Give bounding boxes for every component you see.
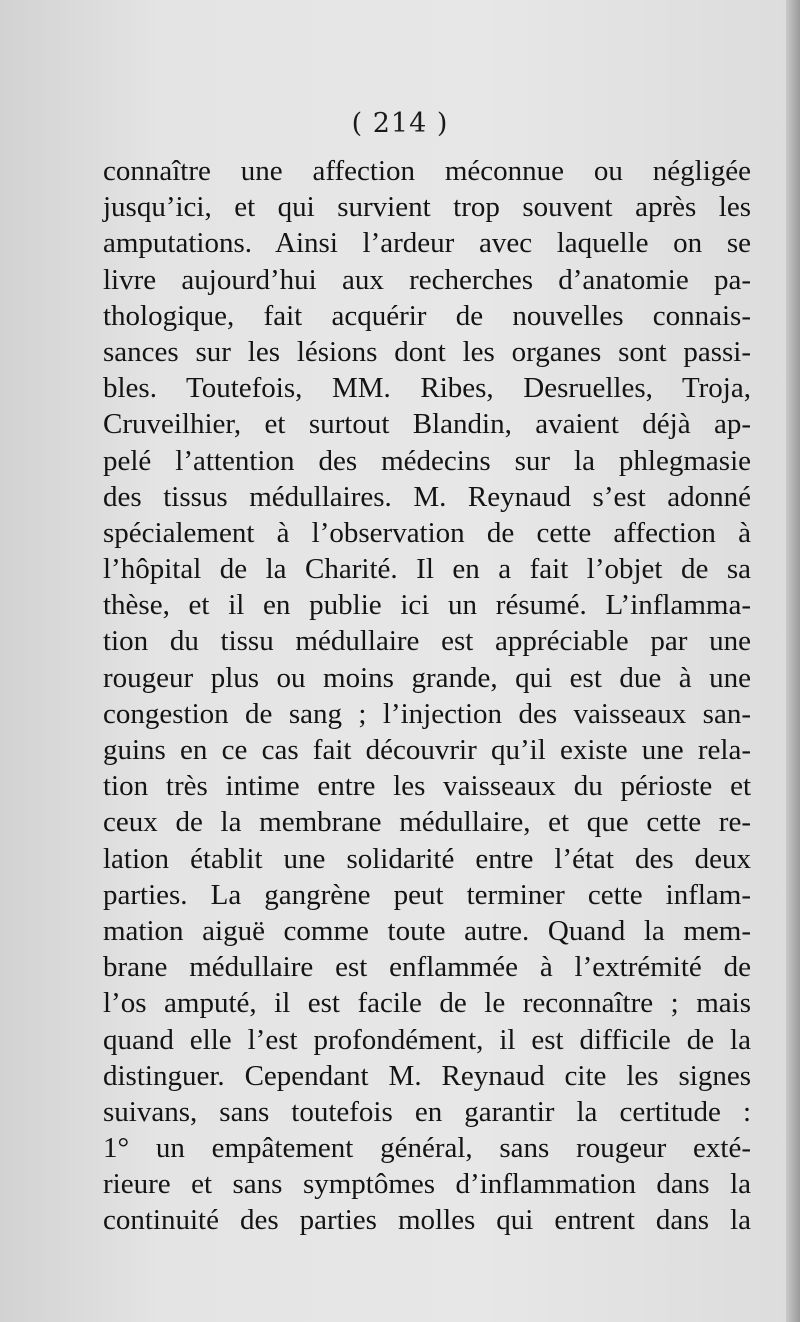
text-line: quand elle l’est profondément, il est difficile de la — [103, 1023, 751, 1056]
page-number: ( 214 ) — [351, 108, 449, 139]
text-line: des tissus médullaires. M. Reynaud s’est adonné — [103, 480, 751, 513]
text-line: jusqu’ici, et qui survient trop souvent après les — [103, 191, 751, 224]
text-line: mation aiguë comme toute autre. Quand la mem- — [103, 914, 751, 947]
text-line: livre aujourd’hui aux recherches d’anatomie pa- — [103, 263, 751, 296]
text-line: sances sur les lésions dont les organes sont passi- — [103, 335, 751, 368]
text-line: spécialement à l’observation de cette affection à — [103, 516, 751, 549]
text-line: connaître une affection méconnue ou négligée — [103, 155, 751, 187]
text-line: tion très intime entre les vaisseaux du périoste et — [103, 770, 751, 803]
text-line: ceux de la membrane médullaire, et que cette re- — [103, 806, 751, 839]
body-text — [103, 153, 751, 1239]
text-line: Cruveilhier, et surtout Blandin, avaient déjà ap- — [103, 408, 751, 441]
text-line: congestion de sang ; l’injection des vaisseaux san- — [103, 697, 751, 730]
text-line: l’os amputé, il est facile de le reconnaître ; mais — [103, 987, 751, 1020]
text-line: l’hôpital de la Charité. Il en a fait l’objet de sa — [103, 553, 751, 586]
text-line: rieure et sans symptômes d’inflammation dans la — [103, 1168, 751, 1201]
text-line: lation établit une solidarité entre l’état des deux — [103, 842, 751, 875]
text-line: continuité des parties molles qui entrent dans la — [103, 1204, 751, 1237]
text-line: 1° un empâtement général, sans rougeur exté- — [103, 1132, 751, 1165]
text-line: amputations. Ainsi l’ardeur avec laquelle on se — [103, 227, 751, 260]
text-line: brane médullaire est enflammée à l’extrémité de — [103, 951, 751, 984]
text-line: thèse, et il en publie ici un résumé. L’inflamma- — [103, 589, 751, 622]
page-edge — [786, 0, 800, 1322]
text-line: tion du tissu médullaire est appréciable par une — [103, 625, 751, 658]
text-line: distinguer. Cependant M. Reynaud cite les signes — [103, 1059, 751, 1092]
text-line: pelé l’attention des médecins sur la phlegmasie — [103, 444, 751, 477]
text-line: suivans, sans toutefois en garantir la certitude : — [103, 1095, 751, 1128]
text-line: thologique, fait acquérir de nouvelles connais- — [103, 299, 751, 332]
text-line: bles. Toutefois, MM. Ribes, Desruelles, Troja, — [103, 372, 751, 405]
text-line: rougeur plus ou moins grande, qui est due à une — [103, 661, 751, 694]
text-line: guins en ce cas fait découvrir qu’il existe une rela- — [103, 734, 751, 766]
text-line: parties. La gangrène peut terminer cette inflam- — [103, 878, 751, 911]
